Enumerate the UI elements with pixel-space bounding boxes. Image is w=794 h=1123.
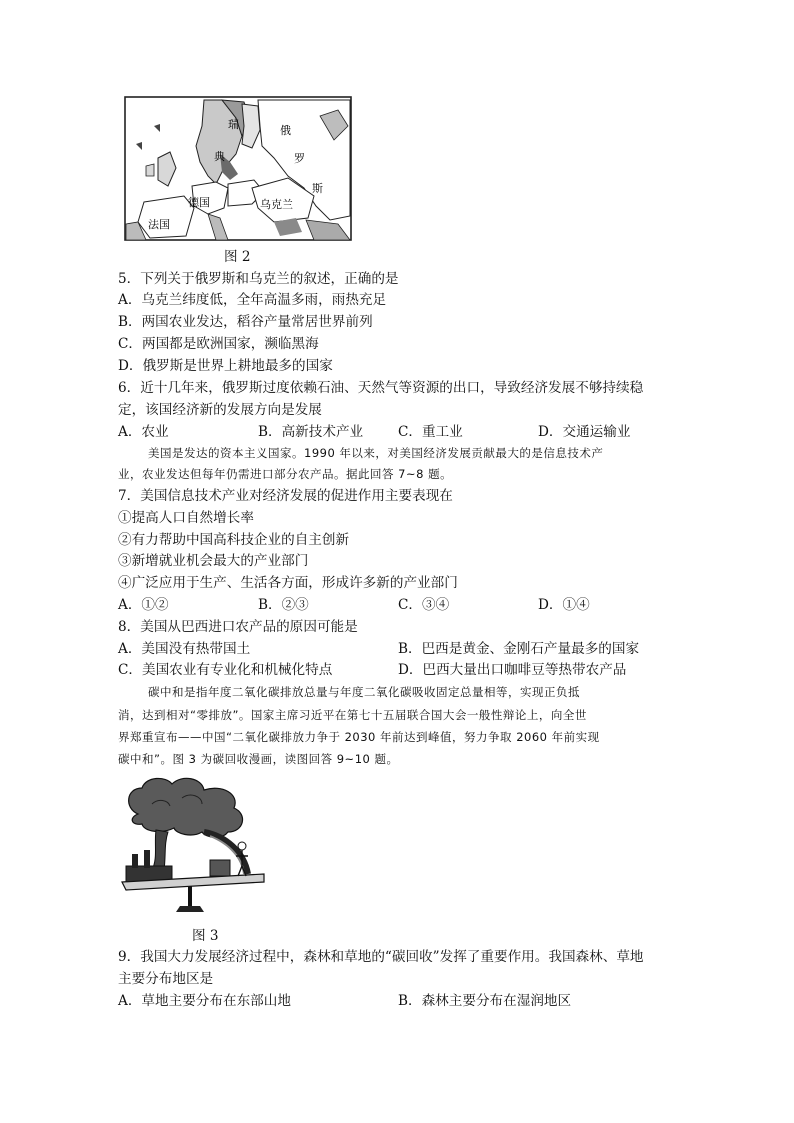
map-label-sweden-2: 典 [214,150,225,163]
carbon-material-line-3: 界郑重宣布——中国“二氧化碳排放力争于 2030 年前达到峰值，努力争取 2060 年前实现 [118,730,600,744]
q6-option-c: C．重工业 [398,424,463,440]
carbon-cartoon-figure [118,774,268,922]
q9-stem-line-1: 9．我国大力发展经济过程中，森林和草地的“碳回收”发挥了重要作用。我国森林、草地 [118,949,644,965]
q8-stem: 8．美国从巴西进口农产品的原因可能是 [118,619,358,635]
q6-option-d: D．交通运输业 [538,424,631,440]
map-label-ukraine: 乌克兰 [260,198,293,211]
q7-option-d: D．①④ [538,597,590,613]
q9-option-a: A．草地主要分布在东部山地 [118,993,291,1009]
q6-stem-line-2: 定，该国经济新的发展方向是发展 [118,402,322,418]
q5-option-c: C．两国都是欧洲国家，濒临黑海 [118,336,319,352]
q6-option-a: A．农业 [118,424,169,440]
q6-option-b: B．高新技术产业 [258,424,364,440]
q7-item-4: ④广泛应用于生产、生活各方面，形成许多新的产业部门 [118,575,458,591]
us-material-line-1: 美国是发达的资本主义国家。1990 年以来，对美国经济发展贡献最大的是信息技术产 [148,446,604,460]
map-label-germany: 德国 [188,196,210,209]
figure-2-caption: 图 2 [224,249,251,265]
q5-option-d: D．俄罗斯是世界上耕地最多的国家 [118,358,333,374]
q8-option-b: B．巴西是黄金、金刚石产量最多的国家 [398,641,640,657]
q5-option-b: B．两国农业发达，稻谷产量常居世界前列 [118,314,373,330]
q9-option-b: B．森林主要分布在湿润地区 [398,993,572,1009]
q5-option-a: A．乌克兰纬度低，全年高温多雨，雨热充足 [118,292,387,308]
map-label-russia-2: 罗 [294,152,305,165]
q8-option-a: A．美国没有热带国土 [118,641,251,657]
q7-option-a: A．①② [118,597,169,613]
q7-option-b: B．②③ [258,597,309,613]
q7-item-1: ①提高人口自然增长率 [118,510,254,526]
q8-option-c: C．美国农业有专业化和机械化特点 [118,662,333,678]
q5-stem: 5．下列关于俄罗斯和乌克兰的叙述，正确的是 [118,271,399,287]
carbon-material-line-4: 碳中和”。图 3 为碳回收漫画，读图回答 9~10 题。 [118,752,399,766]
map-label-france: 法国 [148,218,170,231]
map-label-russia-3: 斯 [312,182,323,195]
q7-stem: 7．美国信息技术产业对经济发展的促进作用主要表现在 [118,488,453,504]
map-label-russia-1: 俄 [280,124,291,137]
q9-stem-line-2: 主要分布地区是 [118,971,214,987]
q8-option-d: D．巴西大量出口咖啡豆等热带农产品 [398,662,627,678]
map-label-sweden-1: 瑞 [228,118,239,131]
carbon-material-line-2: 消，达到相对“零排放”。国家主席习近平在第七十五届联合国大会一般性辩论上，向全世 [118,708,587,722]
q7-item-3: ③新增就业机会最大的产业部门 [118,553,309,569]
q7-item-2: ②有力帮助中国高科技企业的自主创新 [118,532,350,548]
carbon-material-line-1: 碳中和是指年度二氧化碳排放总量与年度二氧化碳吸收固定总量相等，实现正负抵 [148,685,580,699]
europe-map-figure [124,96,354,244]
q7-option-c: C．③④ [398,597,450,613]
q6-stem-line-1: 6．近十几年来，俄罗斯过度依赖石油、天然气等资源的出口，导致经济发展不够持续稳 [118,380,644,396]
us-material-line-2: 业，农业发达但每年仍需进口部分农产品。据此回答 7~8 题。 [118,467,453,481]
figure-3-caption: 图 3 [192,928,219,944]
